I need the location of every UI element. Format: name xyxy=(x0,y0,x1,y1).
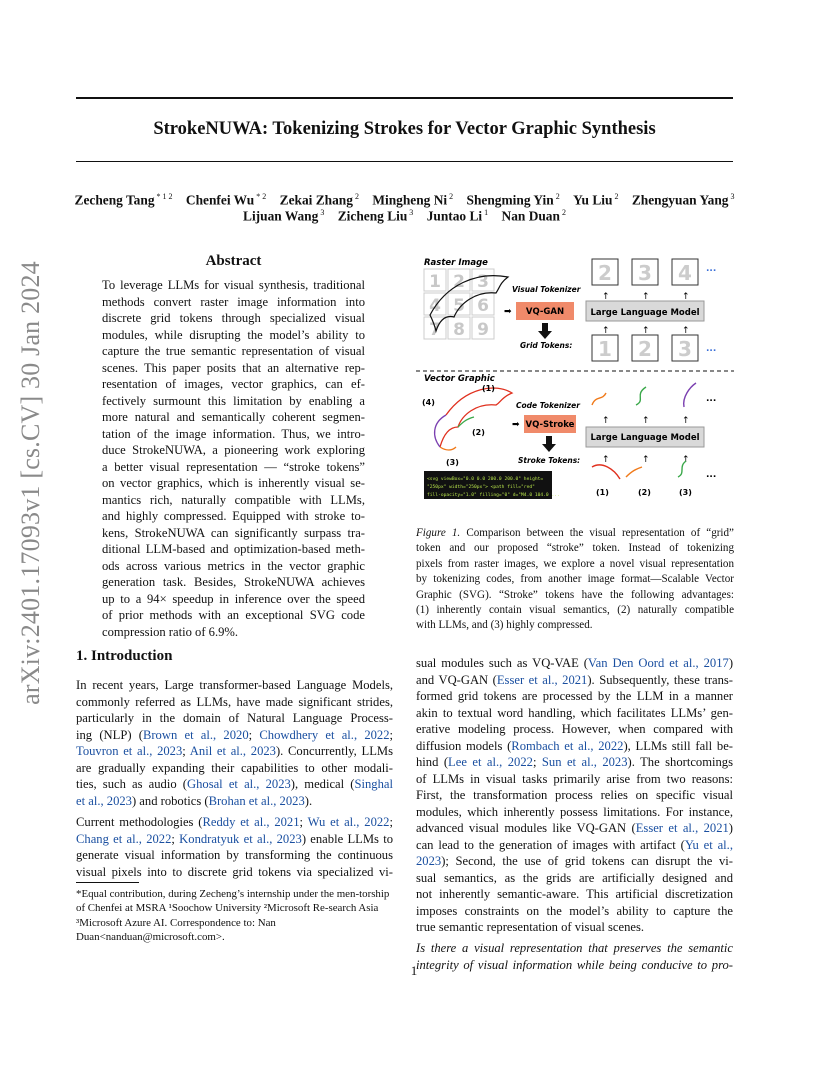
text-line: and VQ-GAN (Esser et al., 2021). Subsequently, these trans- xyxy=(416,672,733,687)
text-line: Current methodologies (Reddy et al., 2021; Wu et al., 2022; xyxy=(76,815,393,829)
output-marker-2: (2) xyxy=(638,488,651,497)
citation-link[interactable]: Chowdhery et al., 2022 xyxy=(259,727,390,742)
author-name: Zicheng Liu xyxy=(337,208,408,224)
footnote-rule xyxy=(76,882,139,883)
llm-label-bottom: Large Language Model xyxy=(590,433,700,443)
output-marker-1: (1) xyxy=(596,488,609,497)
grid-token-row xyxy=(592,326,716,361)
grid-token-digit: 1 xyxy=(598,337,612,361)
text-line: 2023); Second, the use of grid tokens can disrupt the vi- xyxy=(416,854,733,868)
abstract-body xyxy=(102,277,365,640)
raster-image-label: Raster Image xyxy=(424,258,488,268)
text-line: akin to textual word handling, which facilitates LLMs’ gen- xyxy=(416,705,733,720)
text-line: true semantic representation of visual scenes. xyxy=(416,920,645,934)
citation-link[interactable]: Sun et al., 2023 xyxy=(541,755,628,769)
citation-link[interactable]: Chang et al., 2022 xyxy=(76,831,172,846)
text-line: ties, such as audio (Ghosal et al., 2023), medical (Singhal xyxy=(76,777,393,791)
abstract-heading: Abstract xyxy=(205,253,262,269)
grid-digit: 8 xyxy=(453,320,465,340)
author-name: Zecheng Tang xyxy=(74,192,155,208)
top-rule xyxy=(76,97,733,99)
author-affiliation-mark: * 2 xyxy=(254,192,267,201)
code-tokenizer-label: Code Tokenizer xyxy=(516,401,580,410)
citation-link[interactable]: Brohan et al., 2023 xyxy=(208,793,305,808)
text-line: (1) inherently contain visual semantics, (2) naturally compatible xyxy=(416,604,734,617)
text-line: a better visual representation — “stroke tokens” xyxy=(102,459,365,474)
ellipsis-top: ... xyxy=(706,264,717,274)
marker-3: (3) xyxy=(446,458,459,467)
citation-link[interactable]: Esser et al., 2021 xyxy=(635,821,729,835)
citation-link[interactable]: Van Den Oord et al., 2017 xyxy=(587,656,729,670)
raster-grid xyxy=(424,269,494,340)
author-name: Yu Liu xyxy=(573,192,613,208)
grid-digit: 1 xyxy=(429,272,441,292)
marker-2: (2) xyxy=(472,428,485,437)
text-line: are gradually expanding their capabilities to other modali- xyxy=(76,760,393,775)
stroke-tokens-label: Stroke Tokens: xyxy=(518,456,581,465)
text-line: sual modules such as VQ-VAE (Van Den Oord et al., 2017) xyxy=(416,656,734,670)
text-line: pixels from raster images, we explore a novel visual representation xyxy=(416,557,734,570)
intro-paragraph-2 xyxy=(76,814,393,880)
text-line: duce StrokeNUWA, a pioneering work exploring xyxy=(102,443,365,457)
author-name: Chenfei Wu xyxy=(185,192,255,208)
up-arrow-icon: ↑ xyxy=(642,292,650,302)
author-affiliation-mark: 2 xyxy=(612,192,619,201)
stroke-token-inputs xyxy=(592,383,716,407)
figure-label: Figure 1. xyxy=(416,527,461,539)
text-line: tation of the image information. Thus, we intro- xyxy=(102,426,365,441)
text-line: generation task. Besides, StrokeNUWA achieves xyxy=(102,575,365,589)
text-line: Touvron et al., 2023; Anil et al., 2023). Concurrently, LLMs xyxy=(76,744,394,758)
text-line: scenes. This paper posits that an alternative rep- xyxy=(102,360,365,375)
text-line: mantics rich, naturally compatible with LLMs, xyxy=(102,492,365,507)
vqgan-label: VQ-GAN xyxy=(525,307,565,317)
grid-token-digit: 3 xyxy=(638,261,652,285)
up-arrow-icon: ↑ xyxy=(682,326,690,336)
text-line: generate visual information by transforming the continuous xyxy=(76,848,393,862)
text-line: Figure 1. Comparison between the visual representation of “grid” xyxy=(416,527,734,539)
author-affiliation-mark: 3 xyxy=(407,208,414,217)
text-line: imposes constraints on the model’s ability to capture the xyxy=(416,903,733,918)
text-line: of LLMs in visual tasks primarily arise from two reasons: xyxy=(416,771,733,786)
marker-1: (1) xyxy=(482,384,495,393)
vector-graphic-label: Vector Graphic xyxy=(424,374,495,384)
svg-text:↑: ↑ xyxy=(682,455,690,465)
author-name: Juntao Li xyxy=(426,208,483,224)
dolphin-raster xyxy=(430,276,508,331)
author-list-line2 xyxy=(66,208,743,224)
citation-link[interactable]: Brown et al., 2020 xyxy=(142,727,249,742)
author-affiliation-mark: * 1 2 xyxy=(154,192,173,201)
text-line: search Asia ³Microsoft Azure AI. Correspondence to: Nan Duan xyxy=(76,902,379,943)
svg-text:↑: ↑ xyxy=(602,416,610,426)
arxiv-stamp xyxy=(14,260,48,705)
up-arrow-icon: ↑ xyxy=(682,292,690,302)
svg-text:↑: ↑ xyxy=(642,455,650,465)
up-arrow-icon: ↑ xyxy=(642,326,650,336)
text-line: diffusion models (Rombach et al., 2022), LLMs still fall be- xyxy=(416,738,733,753)
text-line: advanced visual modules like VQ-GAN (Esser et al., 2021) xyxy=(416,821,733,835)
grid-tokens-label: Grid Tokens: xyxy=(520,341,573,350)
top-token-row xyxy=(592,259,716,302)
author-name: Zhengyuan Yang xyxy=(631,192,729,208)
author-name: Shengming Yin xyxy=(466,192,554,208)
author-affiliation-mark: 2 xyxy=(559,208,566,217)
citation-link[interactable]: Touvron et al., 2023 xyxy=(76,744,183,758)
stroke-red xyxy=(440,388,512,447)
stroke-orange xyxy=(440,447,456,450)
text-line: fectively surmount this limitation by enabling a xyxy=(102,393,365,408)
grid-token-digit: 2 xyxy=(598,261,612,285)
grid-digit: 4 xyxy=(429,296,441,316)
output-marker-3: (3) xyxy=(679,488,692,497)
citation-link[interactable]: Rombach et al., 2022 xyxy=(511,738,624,753)
text-line: hind (Lee et al., 2022; Sun et al., 2023). The shortcomings xyxy=(416,755,733,769)
svg-text:↑: ↑ xyxy=(682,416,690,426)
citation-link[interactable]: Yu et al., xyxy=(684,837,733,852)
grid-digit: 6 xyxy=(477,296,489,316)
text-line: integrity of visual information while being conducive to pro- xyxy=(416,957,733,972)
text-line: on vector graphics, which is inherently visual se- xyxy=(102,476,365,490)
up-arrow-icon: ↑ xyxy=(602,326,610,336)
author-affiliation-mark: 2 xyxy=(553,192,560,201)
arrow-right-icon: ➡ xyxy=(504,307,512,317)
stroke-purple xyxy=(435,415,446,447)
text-line: ing (NLP) (Brown et al., 2020; Chowdhery et al., 2022; xyxy=(76,727,394,742)
text-line: discrete grid tokens through specialized visual xyxy=(102,311,365,325)
text-line: of prior methods with an exceptional SVG code xyxy=(102,608,365,622)
author-list-line1 xyxy=(66,192,743,208)
text-line: modules, while disrupting the model’s ability to xyxy=(102,327,365,342)
text-line: First, the transformation process relies on specific visual xyxy=(416,788,733,802)
text-line: To leverage LLMs for visual synthesis, traditional xyxy=(102,278,365,292)
text-line: more natural and semantically coherent segmen- xyxy=(102,410,365,424)
citation-link[interactable]: Anil et al., 2023 xyxy=(189,744,276,758)
text-line: and highly compressed. Equipped with stroke to- xyxy=(102,509,365,523)
text-line: Is there a visual representation that preserves the semantic xyxy=(416,941,733,955)
citation-link[interactable]: Reddy et al., 2021 xyxy=(202,815,300,829)
svg-code-line: <svg viewBox="0.0 0.0 200.0 200.0" height= xyxy=(427,477,544,482)
text-line: sual semantics, as the grids are artificially designed and xyxy=(416,870,733,885)
text-line: capture the true semantic representation of visual xyxy=(102,344,365,358)
arrow-right-icon-2: ➡ xyxy=(512,420,520,430)
intro-paragraph-1 xyxy=(76,677,393,809)
ellipsis-mid: ... xyxy=(706,394,717,404)
text-line: torship of Chenfei at MSRA ¹Soochow University ²Microsoft Re- xyxy=(76,888,390,915)
author-affiliation-mark: 1 xyxy=(482,208,489,217)
author-name: Nan Duan xyxy=(501,208,560,224)
text-line: visual pixels into to discrete grid tokens via specialized vi- xyxy=(76,864,393,879)
title-rule xyxy=(76,161,733,162)
text-line: Graphic (SVG). “Stroke” tokens have the following advantages: xyxy=(416,588,734,601)
citation-link[interactable]: Wu et al., 2022 xyxy=(307,815,390,829)
figure-1 xyxy=(416,255,734,515)
citation-link[interactable]: 2023 xyxy=(416,854,442,868)
text-line: particularly in the domain of Natural Language Process- xyxy=(76,711,393,725)
grid-digit: 7 xyxy=(429,320,441,340)
text-line: formed grid tokens are processed by the LLM in a manner xyxy=(416,689,733,703)
citation-link[interactable]: Lee et al., 2022 xyxy=(448,755,533,769)
author-name: Mingheng Ni xyxy=(372,192,448,208)
svg-code-line: "250px" width="250px"> <path fill="red" xyxy=(427,485,535,490)
author-affiliation-mark: 2 xyxy=(447,192,454,201)
text-line: token and our proposed “stroke” token. Instead of tokenizing xyxy=(416,542,734,555)
citation-link[interactable]: Singhal xyxy=(354,777,393,791)
llm-label-top: Large Language Model xyxy=(590,308,700,318)
grid-digit: 2 xyxy=(453,272,465,292)
text-line: et al., 2023) and robotics (Brohan et al., 2023). xyxy=(76,793,313,808)
text-line: with LLMs, and (3) highly compressed. xyxy=(416,619,593,632)
citation-link[interactable]: Kondratyuk et al., 2023 xyxy=(179,831,302,846)
author-affiliation-mark: 3 xyxy=(728,192,735,201)
text-line: resentation of images, vector graphics, can ef- xyxy=(102,377,365,391)
right-paragraph-1 xyxy=(416,655,733,936)
author-name: Lijuan Wang xyxy=(243,208,319,224)
citation-link[interactable]: et al., 2023 xyxy=(76,793,132,808)
section-heading-introduction: 1. Introduction xyxy=(76,648,173,664)
svg-code-line: fill-opacity="1.0" filling="0" d="M4.0 104.0 ... xyxy=(427,493,560,498)
text-line: erative modeling process. However, when compared with xyxy=(416,722,733,736)
figure-1-caption xyxy=(416,526,734,634)
citation-link[interactable]: Esser et al., 2021 xyxy=(496,672,588,687)
text-line: ods across various metrics in the vector graphic xyxy=(102,558,365,573)
svg-text:↑: ↑ xyxy=(602,455,610,465)
page-number: 1 xyxy=(410,963,418,978)
text-line: by tokenizing codes, from another image format—Scalable Vector xyxy=(416,573,734,586)
grid-digit: 5 xyxy=(453,296,465,316)
author-name: Zekai Zhang xyxy=(279,192,353,208)
text-line: compression ratio of 6.9%. xyxy=(102,624,239,639)
down-arrow-icon-2 xyxy=(542,436,556,452)
ellipsis-bottom: ... xyxy=(706,470,717,480)
text-line: can lead to the generation of images with artifact (Yu et al., xyxy=(416,837,733,852)
stroke-token-outputs xyxy=(592,461,716,497)
figure-1-diagram xyxy=(416,255,734,515)
text-line: methods convert raster image information into xyxy=(102,294,365,309)
citation-link[interactable]: Ghosal et al., 2023 xyxy=(187,777,291,791)
author-affiliation-mark: 2 xyxy=(352,192,359,201)
paper-title: StrokeNUWA: Tokenizing Strokes for Vector Graphic Synthesis xyxy=(153,119,656,139)
ellipsis-grid: ... xyxy=(706,344,717,354)
grid-token-digit: 3 xyxy=(678,337,692,361)
text-line: commonly referred as LLMs, have made significant strides, xyxy=(76,694,393,709)
author-affiliation-mark: 3 xyxy=(318,208,325,217)
grid-digit: 9 xyxy=(477,320,489,340)
visual-tokenizer-label: Visual Tokenizer xyxy=(512,285,581,294)
text-line: modules, which inherently possess limitations. For instance, xyxy=(416,804,733,819)
up-arrow-icon: ↑ xyxy=(602,292,610,302)
text-line: kens, StrokeNUWA can significantly surpass tra- xyxy=(102,525,365,540)
text-line: ditional LLM-based and optimization-based meth- xyxy=(102,542,365,556)
text-line: <nanduan@microsoft.com>. xyxy=(99,930,225,943)
text-line: not inherently semantic-aware. This artificial discretization xyxy=(416,887,733,901)
down-arrow-icon xyxy=(538,323,552,339)
footnote xyxy=(76,887,398,944)
marker-4: (4) xyxy=(422,398,435,407)
text-line: *Equal contribution, during Zecheng’s internship under the men- xyxy=(76,888,360,900)
vqstroke-label: VQ-Stroke xyxy=(525,420,575,430)
arxiv-stamp-text: arXiv:2401.17093v1 [cs.CV] 30 Jan 2024 xyxy=(16,260,45,705)
grid-digit: 3 xyxy=(477,272,489,292)
text-line: Chang et al., 2022; Kondratyuk et al., 2023) enable LLMs to xyxy=(76,831,393,846)
svg-text:↑: ↑ xyxy=(642,416,650,426)
text-line: In recent years, Large transformer-based Language Models, xyxy=(76,678,393,692)
grid-token-digit: 4 xyxy=(678,261,692,285)
grid-token-digit: 2 xyxy=(638,337,652,361)
text-line: up to a 94× speedup in inference over the speed xyxy=(102,591,365,606)
